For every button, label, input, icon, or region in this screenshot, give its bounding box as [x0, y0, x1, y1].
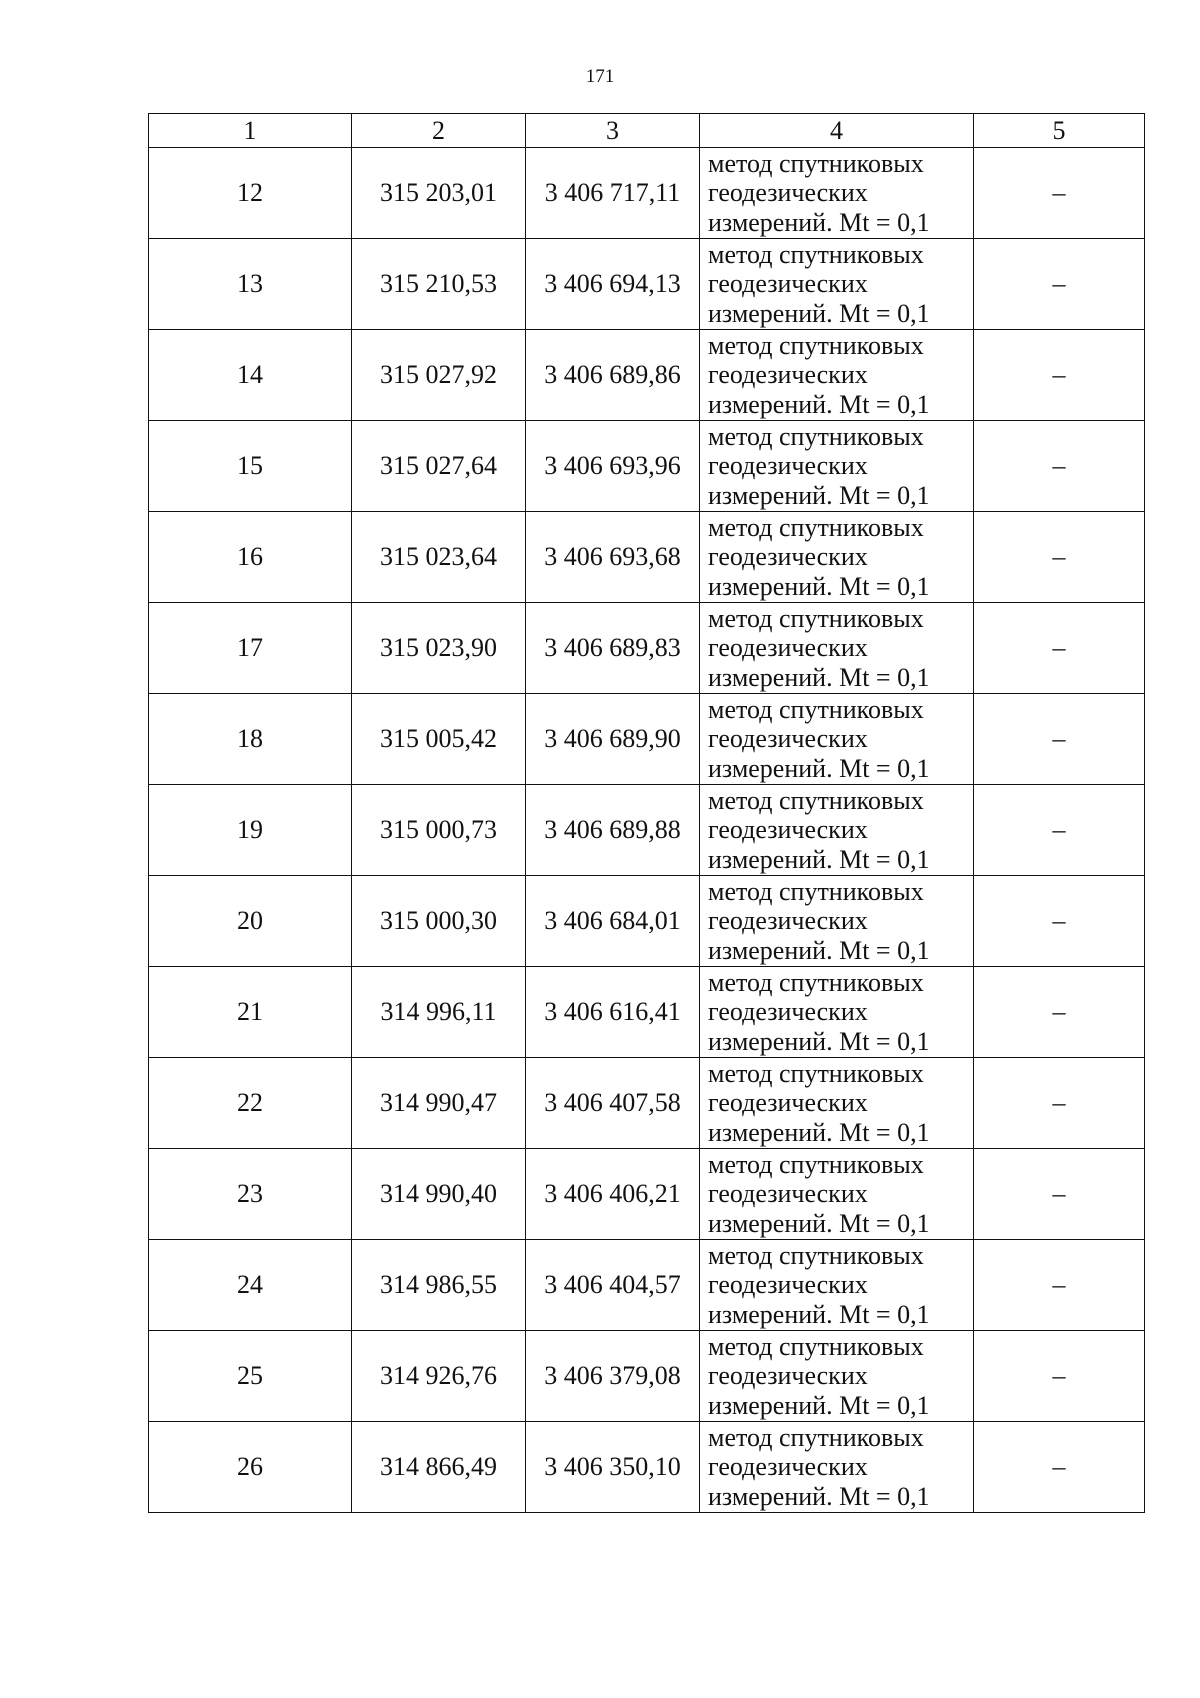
method-text-line: геодезических [708, 997, 868, 1027]
x-coordinate-cell: 315 023,90 [352, 603, 526, 694]
method-text-line: измерений. Mt = 0,1 [708, 298, 930, 328]
method-cell [700, 239, 974, 330]
x-coordinate-cell: 314 996,11 [352, 967, 526, 1058]
note-cell: – [974, 421, 1145, 512]
method-cell [700, 785, 974, 876]
method-cell [700, 1149, 974, 1240]
note-cell: – [974, 1149, 1145, 1240]
x-coordinate-cell: 315 210,53 [352, 239, 526, 330]
table-row [149, 603, 1145, 694]
method-text-line: измерений. Mt = 0,1 [708, 1299, 930, 1329]
point-number-cell: 25 [149, 1331, 352, 1422]
point-number-cell: 13 [149, 239, 352, 330]
method-text-line: измерений. Mt = 0,1 [708, 389, 930, 419]
y-coordinate-cell: 3 406 689,88 [526, 785, 700, 876]
method-text-line: метод спутниковых [708, 1331, 924, 1361]
point-number-cell: 23 [149, 1149, 352, 1240]
x-coordinate-cell: 315 000,73 [352, 785, 526, 876]
point-number-cell: 21 [149, 967, 352, 1058]
method-text-line: измерений. Mt = 0,1 [708, 935, 930, 965]
x-coordinate-cell: 314 926,76 [352, 1331, 526, 1422]
method-text-line: геодезических [708, 1270, 868, 1300]
table-row [149, 876, 1145, 967]
coordinates-table [148, 113, 1145, 1513]
table-row [149, 421, 1145, 512]
table-row [149, 785, 1145, 876]
y-coordinate-cell: 3 406 717,11 [526, 148, 700, 239]
method-text-line: метод спутниковых [708, 1240, 924, 1270]
y-coordinate-cell: 3 406 404,57 [526, 1240, 700, 1331]
table-row [149, 1058, 1145, 1149]
y-coordinate-cell: 3 406 693,96 [526, 421, 700, 512]
note-cell: – [974, 694, 1145, 785]
method-cell [700, 1240, 974, 1331]
point-number-cell: 26 [149, 1422, 352, 1513]
method-text-line: измерений. Mt = 0,1 [708, 1117, 930, 1147]
x-coordinate-cell: 315 000,30 [352, 876, 526, 967]
x-coordinate-cell: 315 005,42 [352, 694, 526, 785]
y-coordinate-cell: 3 406 407,58 [526, 1058, 700, 1149]
method-text-line: метод спутниковых [708, 785, 924, 815]
note-cell: – [974, 876, 1145, 967]
method-cell [700, 694, 974, 785]
method-cell [700, 512, 974, 603]
y-coordinate-cell: 3 406 379,08 [526, 1331, 700, 1422]
point-number-cell: 15 [149, 421, 352, 512]
method-cell [700, 1331, 974, 1422]
x-coordinate-cell: 315 027,64 [352, 421, 526, 512]
method-text-line: измерений. Mt = 0,1 [708, 753, 930, 783]
table-row [149, 1240, 1145, 1331]
note-cell: – [974, 512, 1145, 603]
note-cell: – [974, 1240, 1145, 1331]
y-coordinate-cell: 3 406 694,13 [526, 239, 700, 330]
note-cell: – [974, 1331, 1145, 1422]
method-cell [700, 603, 974, 694]
page-number: 171 [585, 66, 615, 87]
x-coordinate-cell: 315 023,64 [352, 512, 526, 603]
method-text-line: измерений. Mt = 0,1 [708, 662, 930, 692]
table-row [149, 330, 1145, 421]
method-text-line: геодезических [708, 360, 868, 390]
table-header-row [149, 114, 1145, 148]
method-text-line: измерений. Mt = 0,1 [708, 1481, 930, 1511]
table-body [149, 148, 1145, 1513]
point-number-cell: 24 [149, 1240, 352, 1331]
note-cell: – [974, 239, 1145, 330]
method-cell [700, 1058, 974, 1149]
point-number-cell: 19 [149, 785, 352, 876]
method-text-line: геодезических [708, 906, 868, 936]
x-coordinate-cell: 315 027,92 [352, 330, 526, 421]
method-text-line: метод спутниковых [708, 148, 924, 178]
table-row [149, 512, 1145, 603]
note-cell: – [974, 1058, 1145, 1149]
method-text-line: геодезических [708, 633, 868, 663]
point-number-cell: 17 [149, 603, 352, 694]
method-text-line: метод спутниковых [708, 967, 924, 997]
table-row [149, 694, 1145, 785]
x-coordinate-cell: 314 986,55 [352, 1240, 526, 1331]
note-cell: – [974, 330, 1145, 421]
method-text-line: геодезических [708, 542, 868, 572]
method-text-line: геодезических [708, 724, 868, 754]
method-cell [700, 876, 974, 967]
point-number-cell: 22 [149, 1058, 352, 1149]
method-text-line: измерений. Mt = 0,1 [708, 480, 930, 510]
method-text-line: геодезических [708, 1088, 868, 1118]
note-cell: – [974, 1422, 1145, 1513]
point-number-cell: 20 [149, 876, 352, 967]
y-coordinate-cell: 3 406 689,83 [526, 603, 700, 694]
point-number-cell: 16 [149, 512, 352, 603]
x-coordinate-cell: 314 990,40 [352, 1149, 526, 1240]
method-text-line: геодезических [708, 815, 868, 845]
y-coordinate-cell: 3 406 689,90 [526, 694, 700, 785]
table-row [149, 1422, 1145, 1513]
method-text-line: измерений. Mt = 0,1 [708, 571, 930, 601]
x-coordinate-cell: 314 990,47 [352, 1058, 526, 1149]
method-text-line: метод спутниковых [708, 603, 924, 633]
table-row [149, 239, 1145, 330]
column-header-3: 3 [526, 114, 700, 148]
method-text-line: метод спутниковых [708, 512, 924, 542]
point-number-cell: 12 [149, 148, 352, 239]
x-coordinate-cell: 314 866,49 [352, 1422, 526, 1513]
method-text-line: измерений. Mt = 0,1 [708, 844, 930, 874]
method-text-line: метод спутниковых [708, 239, 924, 269]
y-coordinate-cell: 3 406 406,21 [526, 1149, 700, 1240]
column-header-1: 1 [149, 114, 352, 148]
y-coordinate-cell: 3 406 350,10 [526, 1422, 700, 1513]
method-text-line: геодезических [708, 1361, 868, 1391]
method-text-line: метод спутниковых [708, 694, 924, 724]
column-header-5: 5 [974, 114, 1145, 148]
method-text-line: геодезических [708, 178, 868, 208]
method-text-line: метод спутниковых [708, 421, 924, 451]
y-coordinate-cell: 3 406 689,86 [526, 330, 700, 421]
method-text-line: измерений. Mt = 0,1 [708, 1390, 930, 1420]
method-cell [700, 967, 974, 1058]
method-text-line: метод спутниковых [708, 1149, 924, 1179]
column-header-4: 4 [700, 114, 974, 148]
method-cell [700, 421, 974, 512]
method-text-line: метод спутниковых [708, 330, 924, 360]
point-number-cell: 14 [149, 330, 352, 421]
method-text-line: измерений. Mt = 0,1 [708, 207, 930, 237]
y-coordinate-cell: 3 406 693,68 [526, 512, 700, 603]
table-row [149, 1331, 1145, 1422]
method-text-line: метод спутниковых [708, 1422, 924, 1452]
table-row [149, 148, 1145, 239]
note-cell: – [974, 603, 1145, 694]
method-cell [700, 148, 974, 239]
y-coordinate-cell: 3 406 684,01 [526, 876, 700, 967]
note-cell: – [974, 967, 1145, 1058]
method-text-line: измерений. Mt = 0,1 [708, 1208, 930, 1238]
method-text-line: геодезических [708, 269, 868, 299]
note-cell: – [974, 785, 1145, 876]
method-text-line: геодезических [708, 1179, 868, 1209]
column-header-2: 2 [352, 114, 526, 148]
method-text-line: измерений. Mt = 0,1 [708, 1026, 930, 1056]
method-cell [700, 1422, 974, 1513]
method-text-line: геодезических [708, 451, 868, 481]
x-coordinate-cell: 315 203,01 [352, 148, 526, 239]
y-coordinate-cell: 3 406 616,41 [526, 967, 700, 1058]
point-number-cell: 18 [149, 694, 352, 785]
note-cell: – [974, 148, 1145, 239]
method-text-line: метод спутниковых [708, 1058, 924, 1088]
method-text-line: метод спутниковых [708, 876, 924, 906]
method-cell [700, 330, 974, 421]
table-row [149, 967, 1145, 1058]
method-text-line: геодезических [708, 1452, 868, 1482]
table-row [149, 1149, 1145, 1240]
